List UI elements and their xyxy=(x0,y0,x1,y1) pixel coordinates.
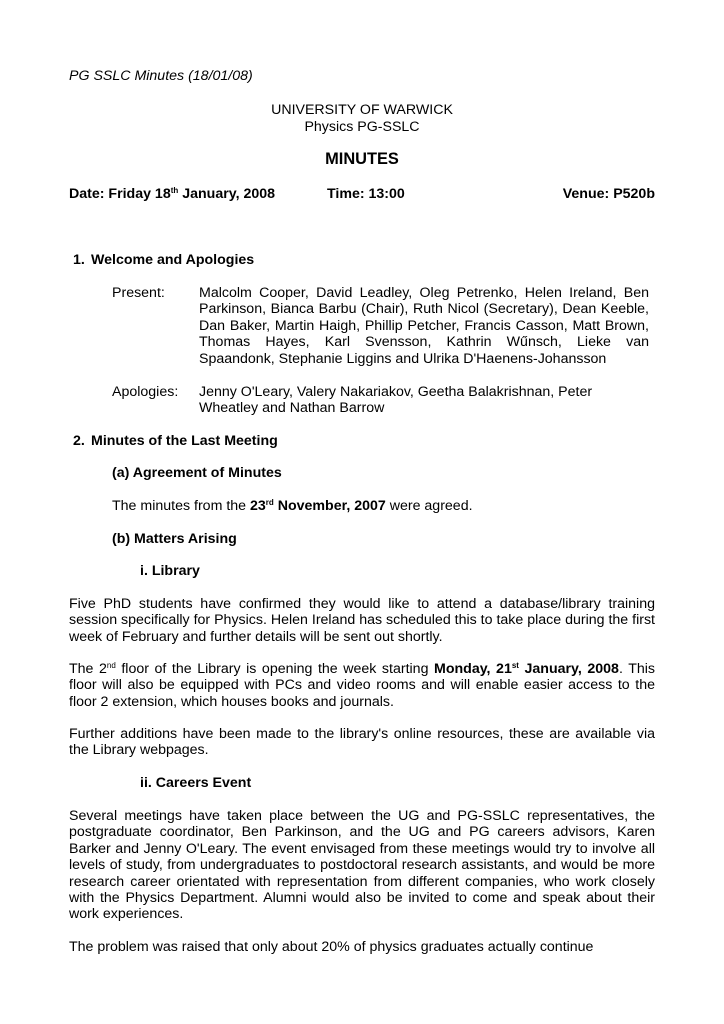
apologies-list: Jenny O'Leary, Valery Nakariakov, Geetha Balakrishnan, Peter Wheatley and Nathan Barrow xyxy=(199,384,593,417)
section-2-heading: 2. Minutes of the Last Meeting xyxy=(73,433,278,449)
apologies-label: Apologies: xyxy=(112,384,179,400)
running-header: PG SSLC Minutes (18/01/08) xyxy=(69,68,253,84)
library-paragraph-3: Further additions have been made to the library's online resources, these are available via the Library webpages. xyxy=(69,726,655,759)
meeting-time: Time: 13:00 xyxy=(327,186,405,202)
present-list: Malcolm Cooper, David Leadley, Oleg Petrenko, Helen Ireland, Ben Parkinson, Bianca Barbu (Chair), Ruth Nicol (Secretary), Dean Keeble, Dan Baker, Martin Haigh, Phillip Petcher, Francis Casson, Matt Brown, Thomas Hayes, Karl Svensson, Kathrin Wűnsch, Lieke van Spaandonk, Stephanie Liggins and Ulrika D'Haenens-Johansson xyxy=(199,285,649,367)
meeting-date: Date: Friday 18th January, 2008 xyxy=(69,186,276,202)
meeting-venue: Venue: P520b xyxy=(562,186,655,202)
subheading-matters-arising: (b) Matters Arising xyxy=(112,531,237,547)
library-paragraph-1: Five PhD students have confirmed they would like to attend a database/library training session specifically for Physics. Helen Ireland has scheduled this to take place during the first week of February and further details will be sent out shortly. xyxy=(69,596,655,645)
university-name: UNIVERSITY OF WARWICK xyxy=(271,102,453,118)
careers-paragraph-1: Several meetings have taken place between the UG and PG-SSLC representatives, the postgraduate coordinator, Ben Parkinson, and the UG and PG careers advisors, Karen Barker and Jenny O'Leary. The event envisaged from these meetings would try to involve all levels of study, from undergraduates to postdoctoral research assistants, and would be more research career orientated with representation from different companies, who work closely with the Physics Department. Alumni would also be invited to come and speak about their work experiences. xyxy=(69,808,655,923)
committee-name: Physics PG-SSLC xyxy=(304,119,420,135)
agreement-text: The minutes from the 23rd November, 2007 were agreed. xyxy=(112,498,473,514)
page-title: MINUTES xyxy=(325,150,399,168)
subheading-agreement: (a) Agreement of Minutes xyxy=(112,465,282,481)
careers-paragraph-2: The problem was raised that only about 20% of physics graduates actually continue xyxy=(69,939,594,955)
item-careers-heading: ii. Careers Event xyxy=(140,775,252,791)
library-paragraph-2: The 2nd floor of the Library is opening the week starting Monday, 21st January, 2008. This floor will also be equipped with PCs and video rooms and will enable easier access to the floor 2 extension, which houses books and journals. xyxy=(69,661,655,710)
section-1-heading: 1. Welcome and Apologies xyxy=(73,252,255,268)
present-label: Present: xyxy=(112,285,165,301)
item-library-heading: i. Library xyxy=(140,563,200,579)
